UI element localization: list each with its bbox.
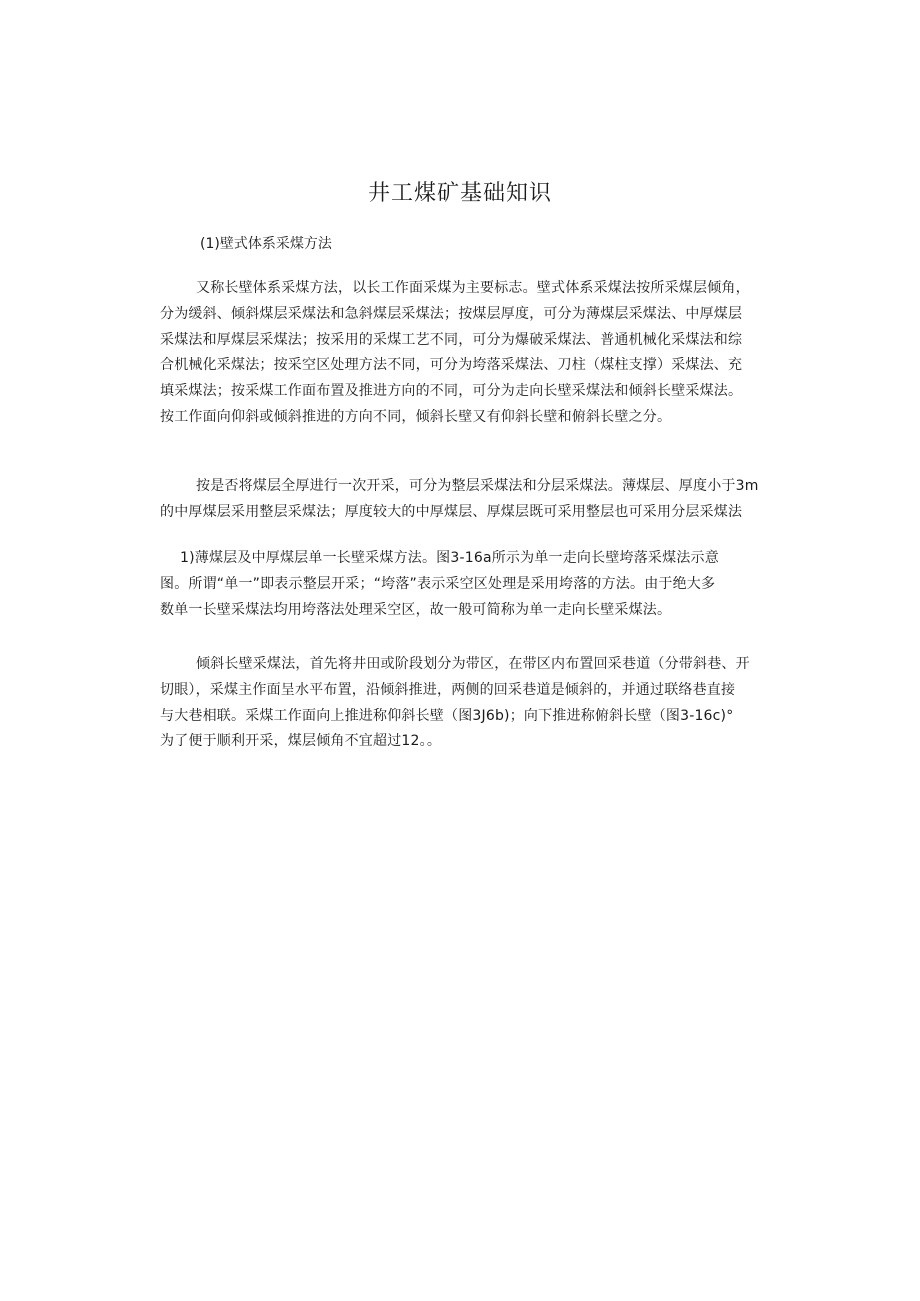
paragraph-line: 分为缓斜、倾斜煤层采煤法和急斜煤层采煤法；按煤层厚度，可分为薄煤层采煤法、中厚煤层 — [160, 305, 743, 322]
paragraph-line: 按工作面向仰斜或倾斜推进的方向不同，倾斜长壁又有仰斜长壁和俯斜长壁之分。 — [160, 408, 672, 425]
paragraph-line: 合机械化采煤法；按采空区处理方法不同，可分为垮落采煤法、刀柱（煤柱支撑）采煤法、充 — [160, 357, 743, 374]
paragraph-line: 为了便于顺利开采，煤层倾角不宜超过12。。 — [160, 733, 442, 750]
paragraph-3 — [160, 546, 770, 623]
paragraph-line: 采煤法和厚煤层采煤法；按采用的采煤工艺不同，可分为爆破采煤法、普通机械化采煤法和综 — [160, 331, 743, 348]
paragraph-line: 填采煤法；按采煤工作面布置及推进方向的不同，可分为走向长壁采煤法和倾斜长壁采煤法。 — [160, 383, 743, 400]
paragraph-line: 倾斜长壁采煤法，首先将井田或阶段划分为带区，在带区内布置回采巷道（分带斜巷、开 — [196, 656, 750, 672]
paragraph-4 — [160, 652, 770, 755]
paragraph-1 — [160, 276, 770, 431]
paragraph-line: 1)薄煤层及中厚煤层单一长壁采煤方法。图3-16a所示为单一走向长壁垮落采煤法示意 — [180, 550, 719, 566]
paragraph-line: 又称长壁体系采煤方法，以长工作面采煤为主要标志。壁式体系采煤法按所采煤层倾角， — [196, 280, 750, 296]
paragraph-line: 与大巷相联。采煤工作面向上推进称仰斜长壁（图3J6b)；向下推进称俯斜长壁（图3-16c)° — [160, 707, 734, 724]
paragraph-line: 按是否将煤层全厚进行一次开采，可分为整层采煤法和分层采煤法。薄煤层、厚度小于3m — [196, 478, 759, 494]
paragraph-2 — [160, 474, 770, 526]
section-heading: (1)壁式体系采煤方法 — [200, 236, 332, 252]
paragraph-line: 的中厚煤层采用整层采煤法；厚度较大的中厚煤层、厚煤层既可采用整层也可采用分层采煤法 — [160, 503, 743, 520]
document-title: 井工煤矿基础知识 — [367, 181, 552, 206]
paragraph-line: 切眼），采煤主作面呈水平布置，沿倾斜推进，两侧的回采巷道是倾斜的，并通过联络巷直接 — [160, 681, 736, 698]
paragraph-line: 数单一长壁采煤法均用垮落法处理采空区，故一般可简称为单一走向长壁采煤法。 — [160, 601, 672, 618]
paragraph-line: 图。所谓“单一”即表示整层开采；“垮落”表示采空区处理是采用垮落的方法。由于绝大多 — [160, 575, 716, 592]
